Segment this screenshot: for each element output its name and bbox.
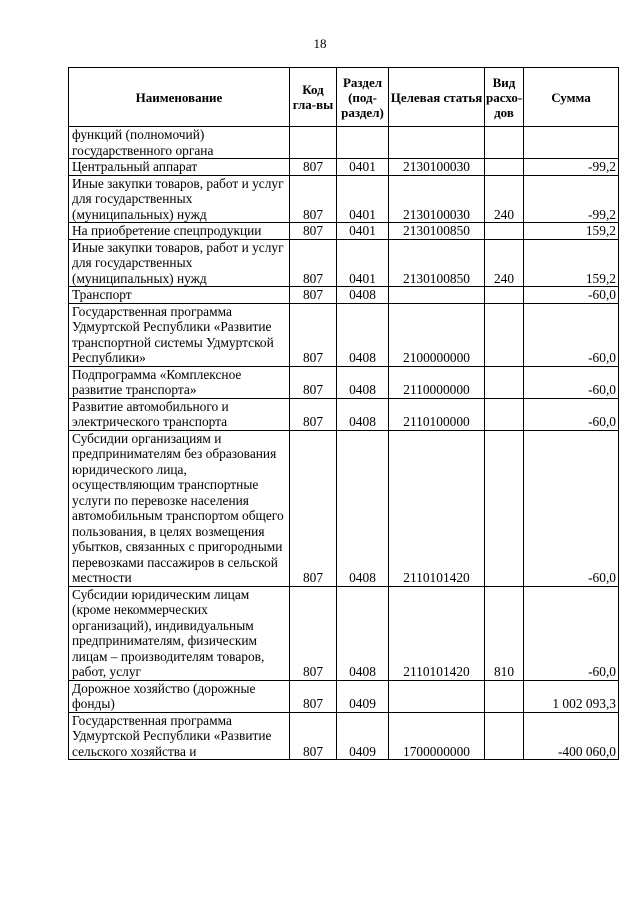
table-cell-name: Подпрограмма «Комплексное развитие транспорта» [69,366,290,398]
table-cell-target: 2110000000 [389,366,485,398]
table-row [69,366,619,398]
table-cell-target: 2110101420 [389,586,485,680]
table-cell-sum: -60,0 [524,303,619,366]
table-cell-section: 0408 [337,398,389,430]
table-cell-chapter: 807 [290,159,337,176]
table-row [69,287,619,304]
table-cell-chapter: 807 [290,223,337,240]
table-cell-type [485,159,524,176]
header-name: Наименование [69,68,290,127]
table-cell-name: Дорожное хозяйство (дорожные фонды) [69,680,290,712]
table-cell-target: 2110101420 [389,430,485,586]
table-cell-section: 0408 [337,586,389,680]
table-cell-chapter: 807 [290,712,337,760]
table-cell-section: 0409 [337,680,389,712]
table-cell-type [485,680,524,712]
table-cell-type: 810 [485,586,524,680]
table-cell-sum: -99,2 [524,159,619,176]
table-cell-name: Центральный аппарат [69,159,290,176]
table-cell-section: 0408 [337,430,389,586]
header-expense-type: Вид расхо-дов [485,68,524,127]
table-cell-sum: 159,2 [524,239,619,287]
table-cell-name: Государственная программа Удмуртской Республики «Развитие транспортной системы Удмуртской Республики» [69,303,290,366]
table-cell-sum: -60,0 [524,430,619,586]
header-chapter-code: Код гла-вы [290,68,337,127]
table-cell-target: 2130100030 [389,175,485,223]
table-cell-chapter: 807 [290,398,337,430]
table-cell-target: 1700000000 [389,712,485,760]
table-row [69,175,619,223]
table-cell-section: 0401 [337,175,389,223]
table-cell-chapter: 807 [290,366,337,398]
table-cell-target [389,680,485,712]
header-target-article: Целевая статья [389,68,485,127]
table-cell-type [485,127,524,159]
table-cell-sum: 1 002 093,3 [524,680,619,712]
table-cell-sum: -60,0 [524,586,619,680]
table-cell-name: На приобретение спецпродукции [69,223,290,240]
table-cell-type [485,287,524,304]
budget-table [68,67,619,760]
table-cell-chapter: 807 [290,430,337,586]
page-number: 18 [313,36,327,51]
table-cell-sum [524,127,619,159]
table-cell-section: 0401 [337,159,389,176]
table-cell-sum: -60,0 [524,366,619,398]
table-cell-target: 2100000000 [389,303,485,366]
table-cell-target: 2130100850 [389,239,485,287]
table-cell-chapter: 807 [290,175,337,223]
table-row [69,586,619,680]
table-cell-chapter: 807 [290,287,337,304]
table-cell-name: Государственная программа Удмуртской Республики «Развитие сельского хозяйства и [69,712,290,760]
table-row [69,159,619,176]
table-cell-target: 2130100850 [389,223,485,240]
table-cell-sum: 159,2 [524,223,619,240]
table-cell-section: 0408 [337,287,389,304]
table-cell-type [485,366,524,398]
table-cell-chapter: 807 [290,239,337,287]
table-row [69,127,619,159]
table-cell-section: 0408 [337,303,389,366]
table-row [69,223,619,240]
table-cell-chapter: 807 [290,586,337,680]
table-cell-sum: -60,0 [524,398,619,430]
table-cell-name: функций (полномочий) государственного органа [69,127,290,159]
table-cell-sum: -400 060,0 [524,712,619,760]
table-cell-chapter: 807 [290,303,337,366]
table-cell-target: 2110100000 [389,398,485,430]
table-row [69,303,619,366]
header-sum: Сумма [524,68,619,127]
table-cell-section: 0401 [337,223,389,240]
table-cell-name: Развитие автомобильного и электрического транспорта [69,398,290,430]
table-cell-type: 240 [485,175,524,223]
table-cell-target [389,287,485,304]
table-cell-sum: -99,2 [524,175,619,223]
table-cell-target: 2130100030 [389,159,485,176]
table-cell-name: Транспорт [69,287,290,304]
table-cell-chapter [290,127,337,159]
header-section: Раздел (под-раздел) [337,68,389,127]
table-cell-section: 0408 [337,366,389,398]
table-row [69,680,619,712]
table-row [69,712,619,760]
table-cell-section [337,127,389,159]
table-row [69,430,619,586]
table-cell-target [389,127,485,159]
table-row [69,398,619,430]
table-cell-name: Субсидии юридическим лицам (кроме некоммерческих организаций), индивидуальным предпринимателям, физическим лицам – производителям товаров, работ, услуг [69,586,290,680]
table-cell-type [485,430,524,586]
table-cell-sum: -60,0 [524,287,619,304]
table-row [69,239,619,287]
table-cell-type [485,303,524,366]
table-cell-section: 0409 [337,712,389,760]
table-cell-type [485,712,524,760]
table-header-row [69,68,619,127]
table-cell-type [485,223,524,240]
table-cell-name: Субсидии организациям и предпринимателям без образования юридического лица, осуществляющим транспортные услуги по перевозке населения автомобильным транспортом общего пользования, в целях возмещения убытков, связанных с пригородными перевозками пассажиров в сельской местности [69,430,290,586]
table-cell-section: 0401 [337,239,389,287]
table-cell-type [485,398,524,430]
table-cell-type: 240 [485,239,524,287]
table-cell-name: Иные закупки товаров, работ и услуг для государственных (муниципальных) нужд [69,239,290,287]
table-cell-chapter: 807 [290,680,337,712]
table-cell-name: Иные закупки товаров, работ и услуг для государственных (муниципальных) нужд [69,175,290,223]
